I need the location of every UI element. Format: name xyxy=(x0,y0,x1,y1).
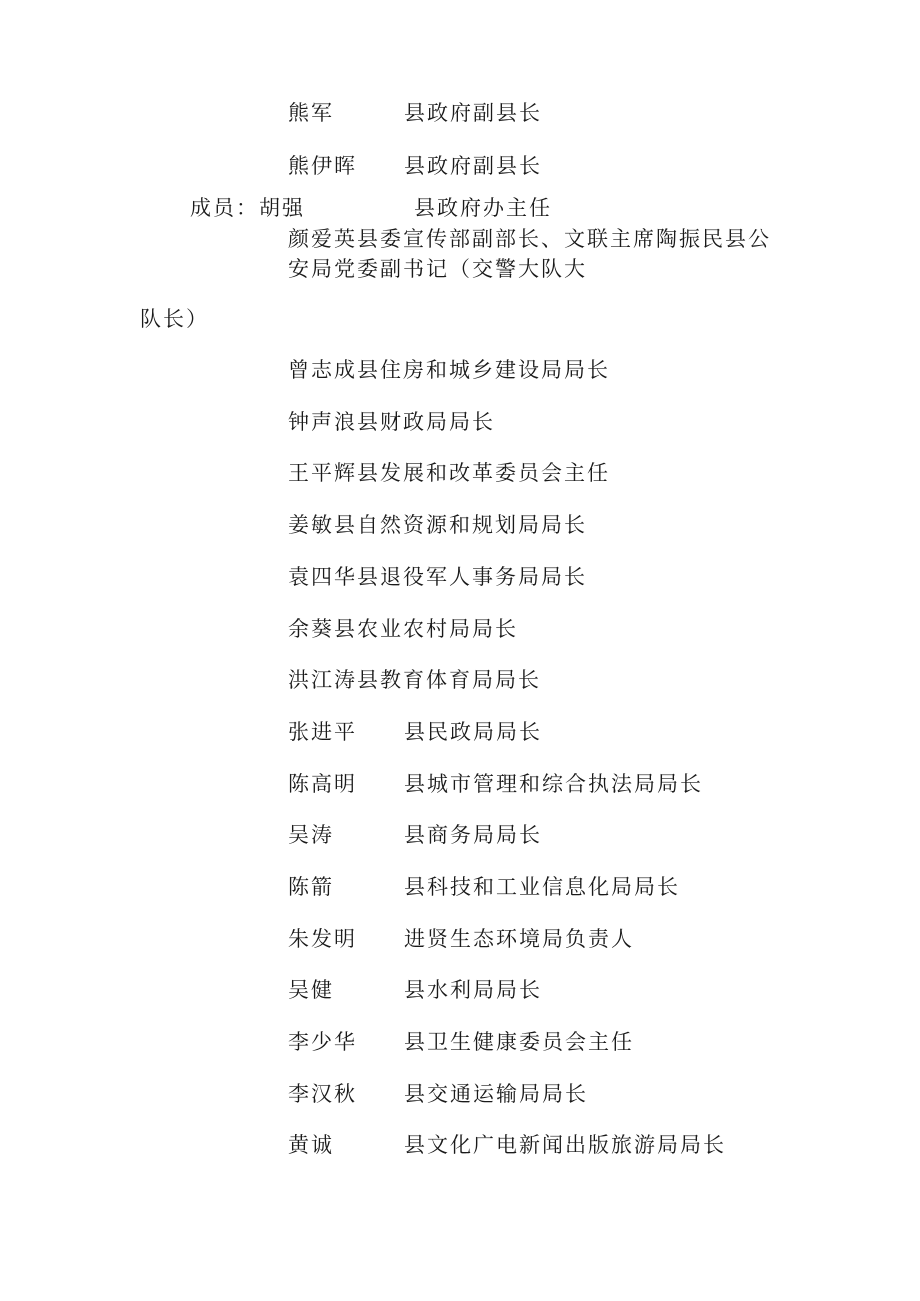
member-title: 县商务局局长 xyxy=(404,823,542,847)
member-name: 陈高明 xyxy=(288,772,357,796)
member-name: 陈箭 xyxy=(288,875,334,899)
member-name: 熊军 xyxy=(288,101,334,125)
member-title: 县政府副县长 xyxy=(404,101,542,125)
member-title: 进贤生态环境局负责人 xyxy=(404,927,634,951)
wrapped-line: 颜爱英县委宣传部副部长、文联主席陶振民县公 xyxy=(288,227,771,251)
member-title: 县文化广电新闻出版旅游局局长 xyxy=(404,1133,726,1157)
member-line: 王平辉县发展和改革委员会主任 xyxy=(288,461,610,485)
member-name: 黄诚 xyxy=(288,1133,334,1157)
member-name: 吴涛 xyxy=(288,823,334,847)
member-name: 熊伊晖 xyxy=(288,154,357,178)
member-title: 县民政局局长 xyxy=(404,720,542,744)
member-title: 县城市管理和综合执法局局长 xyxy=(404,772,703,796)
member-line: 袁四华县退役军人事务局局长 xyxy=(288,565,587,589)
member-name: 朱发明 xyxy=(288,927,357,951)
members-label-title: 县政府办主任 xyxy=(414,196,552,220)
member-title: 县交通运输局局长 xyxy=(404,1082,588,1106)
wrapped-line: 队长） xyxy=(140,307,209,331)
member-name: 吴健 xyxy=(288,978,334,1002)
wrapped-line: 安局党委副书记（交警大队大 xyxy=(288,257,587,281)
member-line: 钟声浪县财政局局长 xyxy=(288,410,495,434)
member-line: 曾志成县住房和城乡建设局局长 xyxy=(288,358,610,382)
member-line: 姜敏县自然资源和规划局局长 xyxy=(288,513,587,537)
member-name: 李少华 xyxy=(288,1030,357,1054)
member-line: 洪江涛县教育体育局局长 xyxy=(288,668,541,692)
member-name: 李汉秋 xyxy=(288,1082,357,1106)
member-line: 余葵县农业农村局局长 xyxy=(288,617,518,641)
members-label: 成员：胡强 xyxy=(190,196,305,220)
member-title: 县卫生健康委员会主任 xyxy=(404,1030,634,1054)
member-title: 县科技和工业信息化局局长 xyxy=(404,875,680,899)
member-title: 县政府副县长 xyxy=(404,154,542,178)
member-title: 县水利局局长 xyxy=(404,978,542,1002)
member-name: 张进平 xyxy=(288,720,357,744)
